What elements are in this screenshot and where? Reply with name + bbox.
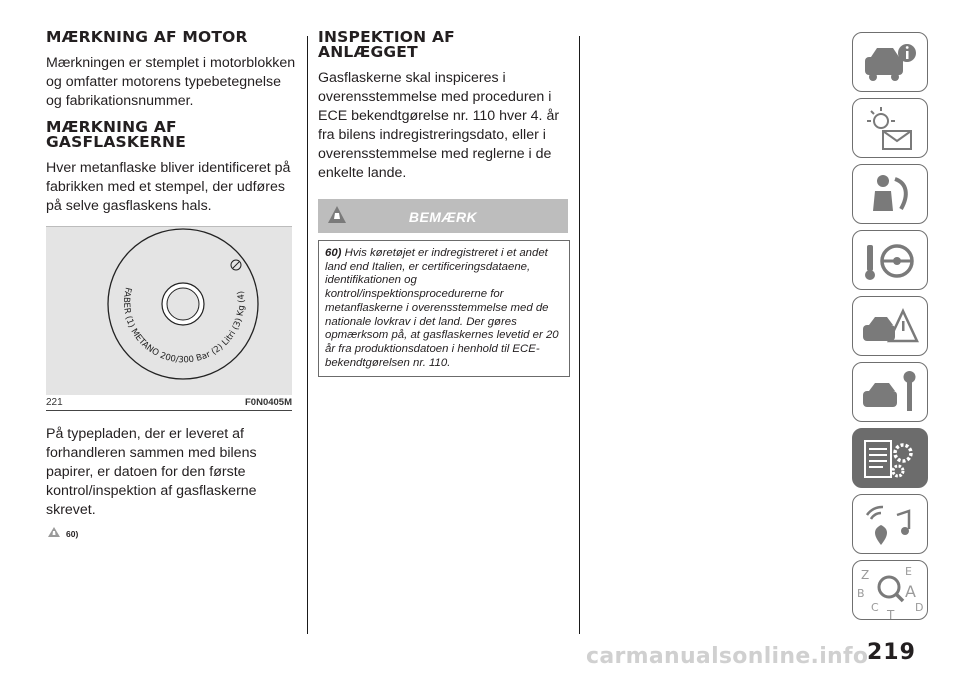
tab-index[interactable] <box>852 560 928 620</box>
system-inspection-heading-line1: INSPEKTION AF <box>318 28 455 46</box>
cylinder-marking-heading <box>46 120 296 150</box>
system-inspection-heading <box>318 30 570 60</box>
stamp-text: FABER (1) METANO 200/300 Bar (2) Litri (3) Kg (4) <box>120 286 248 366</box>
cylinder-stamp-figure <box>46 226 292 395</box>
tab-warning-lights[interactable] <box>852 98 928 158</box>
tab-multimedia[interactable] <box>852 494 928 554</box>
multimedia-icon <box>853 495 929 555</box>
tab-starting-driving[interactable] <box>852 230 928 290</box>
note-title: BEMÆRK <box>408 209 478 225</box>
svg-text:A: A <box>905 582 916 601</box>
tab-car-info[interactable] <box>852 32 928 92</box>
svg-text:T: T <box>887 608 895 621</box>
tab-safety[interactable] <box>852 164 928 224</box>
tab-emergency[interactable] <box>852 296 928 356</box>
car-info-icon <box>853 33 929 93</box>
note-header <box>318 199 568 233</box>
svg-text:D: D <box>915 601 924 614</box>
engine-marking-text: Mærkningen er stemplet i motorblokken og omfatter motorens typebetegnelse og fabrikationsnummer. <box>46 55 296 109</box>
emergency-icon <box>853 297 929 357</box>
type-plate-text: På typepladen, der er leveret af forhandleren sammen med bilens papirer, er datoen for den første kontrol/inspektion af gasflaskerne skrevet. <box>46 426 257 518</box>
technical-data-icon <box>853 429 929 489</box>
safety-icon <box>853 165 929 225</box>
page-number: 219 <box>867 640 916 665</box>
note-reference[interactable] <box>46 525 296 539</box>
cylinder-marking-heading-line2: GASFLASKERNE <box>46 133 187 151</box>
tab-technical-data[interactable] <box>852 428 928 488</box>
svg-text:B: B <box>857 587 865 600</box>
system-inspection-heading-line2: ANLÆGGET <box>318 43 418 61</box>
note-text: Hvis køretøjet er indregistreret i et andet land end Italien, er certificeringsdataene, identifikationen og kontrol/inspektionsprocedurerne for metanflaskerne i overensstemmelse med de nationale lovkrav i det land. Der gøres opmærksom på, at gasflaskernes levetid er 20 år fra produktionsdatoen i henhold til ECE-bekendtgørelsen nr. 110. <box>325 247 559 369</box>
column-divider-right <box>579 36 580 634</box>
hand-warning-icon <box>46 525 62 539</box>
left-column <box>46 30 296 539</box>
maintenance-icon <box>853 363 929 423</box>
starting-driving-icon <box>853 231 929 291</box>
note-reference-number: 60) <box>66 529 79 539</box>
chapter-tabs <box>852 32 930 626</box>
svg-text:E: E <box>905 565 912 578</box>
note-box <box>318 240 570 377</box>
warning-lights-icon <box>853 99 929 159</box>
index-icon <box>853 561 929 621</box>
figure-number: 221 <box>46 397 63 408</box>
svg-text:C: C <box>871 601 879 614</box>
column-divider-left <box>307 36 308 634</box>
middle-column <box>318 30 570 377</box>
svg-text:Z: Z <box>861 568 870 582</box>
engine-marking-heading: MÆRKNING AF MOTOR <box>46 28 248 46</box>
tab-maintenance[interactable] <box>852 362 928 422</box>
cylinder-stamp-illustration <box>46 227 292 395</box>
figure-caption <box>46 397 292 411</box>
note-number: 60) <box>325 247 342 259</box>
figure-code: F0N0405M <box>245 397 292 408</box>
cylinder-marking-text: Hver metanflaske bliver identificeret på fabrikken med et stempel, der udføres på selve gasflaskens hals. <box>46 160 291 214</box>
cylinder-marking-heading-line1: MÆRKNING AF <box>46 118 177 136</box>
system-inspection-text: Gasflaskerne skal inspiceres i overensstemmelse med proceduren i ECE bekendtgørelse nr. 110 hver 4. år fra bilens indregistreringsdato, eller i overensstemmelse med reglerne i de enkelte lande. <box>318 70 560 181</box>
watermark: carmanualsonline.info <box>586 644 869 669</box>
